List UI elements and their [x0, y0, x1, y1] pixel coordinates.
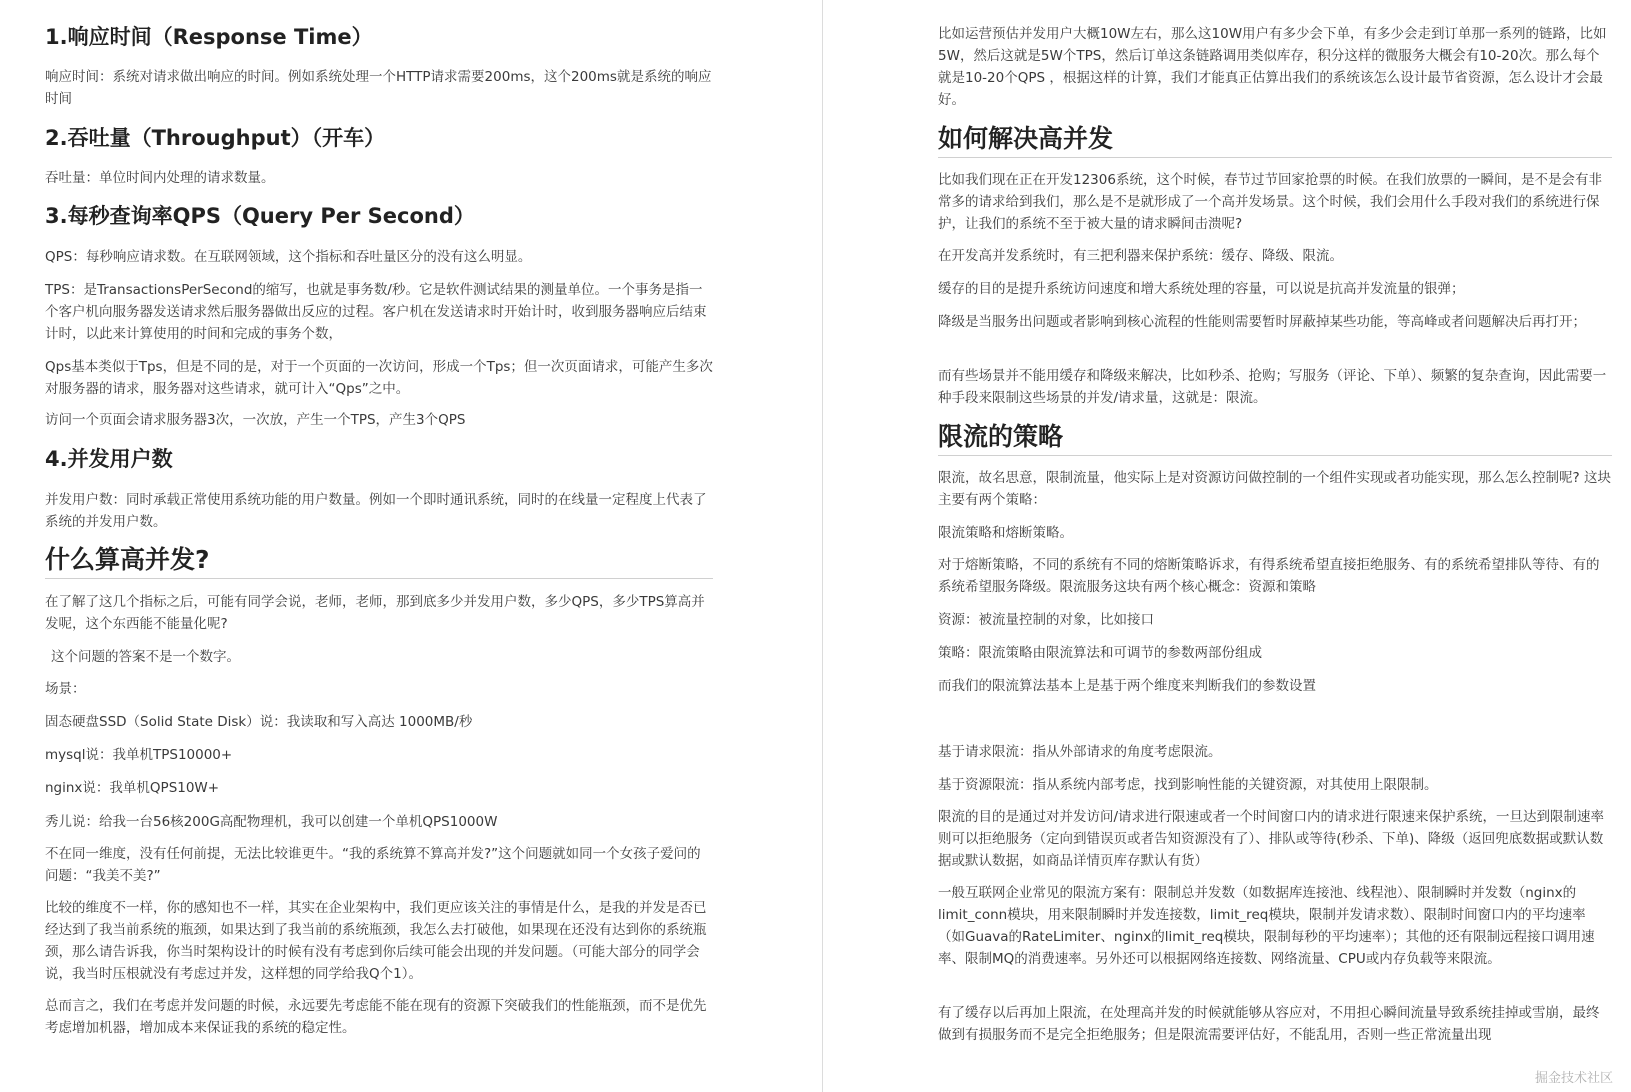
paragraph-request-limit: 基于请求限流：指从外部请求的角度考虑限流。: [938, 744, 1222, 760]
paragraph-scene: 场景：: [45, 681, 86, 697]
heading-limit-strategy: 限流的策略: [938, 422, 1064, 451]
heading-how-to-solve: 如何解决高并发: [938, 124, 1114, 153]
paragraph-response-time: 响应时间：系统对请求做出响应的时间。例如系统处理一个HTTP请求需要200ms，这个200ms就是系统的响应时间: [45, 69, 712, 107]
heading-underline: [45, 578, 713, 579]
paragraph-algorithm: 而我们的限流算法基本上是基于两个维度来判断我们的参数设置: [938, 678, 1316, 694]
paragraph-qps-vs-tps: Qps基本类似于Tps，但是不同的是，对于一个页面的一次访问，形成一个Tps；但一次页面请求，可能产生多次对服务器的请求，服务器对这些请求，就可计入“Qps”之中。: [45, 359, 713, 397]
paragraph-limit-definition: 限流，故名思意，限制流量，他实际上是对资源访问做控制的一个组件实现或者功能实现，那么怎么控制呢? 这块主要有两个策略：: [938, 470, 1611, 508]
paragraph-limit-scenes: 而有些场景并不能用缓存和降级来解决，比如秒杀、抢购；写服务（评论、下单）、频繁的复杂查询，因此需要一种手段来限制这些场景的并发/请求量，这就是：限流。: [938, 368, 1607, 406]
heading-throughput: 2.吞吐量（Throughput）（开车）: [45, 126, 386, 150]
paragraph-limit-purpose: 限流的目的是通过对并发访问/请求进行限速或者一个时间窗口内的请求进行限速来保护系统，一旦达到限制速率则可以拒绝服务（定向到错误页或者告知资源没有了）、排队或等待(秒杀、下单)、降级（返回兜底数据或默认数据或默认数据，如商品详情页库存默认有货）: [938, 809, 1605, 869]
paragraph-nginx: nginx说：我单机QPS10W+: [45, 780, 220, 796]
paragraph-resource-limit: 基于资源限流：指从系统内部考虑，找到影响性能的关键资源，对其使用上限限制。: [938, 777, 1438, 793]
heading-response-time: 1.响应时间（Response Time）: [45, 25, 373, 49]
heading-qps: 3.每秒查询率QPS（Query Per Second）: [45, 204, 475, 228]
paragraph-common-schemes: 一般互联网企业常见的限流方案有：限制总并发数（如数据库连接池、线程池）、限制瞬时并发数（nginx的limit_conn模块，用来限制瞬时并发连接数，limit_req模块，限制并发请求数）、限制时间窗口内的平均速率（如Guava的RateLimiter、nginx的limit_req模块，限制每秒的平均速率）；其他的还有限制远程接口调用速率、限制MQ的消费速率。另外还可以根据网络连接数、网络流量、CPU或内存负载等来限流。: [938, 885, 1595, 967]
paragraph-12306: 比如我们现在正在开发12306系统，这个时候，春节过节回家抢票的时候。在我们放票的一瞬间，是不是会有非常多的请求给到我们，那么是不是就形成了一个高并发场景。这个时候，我们会用什么手段对我们的系统进行保护，让我们的系统不至于被大量的请求瞬间击溃呢?: [938, 172, 1602, 232]
paragraph-page-visit: 访问一个页面会请求服务器3次，一次放，产生一个TPS，产生3个QPS: [45, 412, 466, 428]
paragraph-two-strategies: 限流策略和熔断策略。: [938, 525, 1073, 541]
paragraph-ssd: 固态硬盘SSD（Solid State Disk）说：我读取和写入高达 1000MB/秒: [45, 714, 473, 730]
paragraph-cache-plus-limit: 有了缓存以后再加上限流，在处理高并发的时候就能够从容应对，不用担心瞬间流量导致系统挂掉或雪崩，最终做到有损服务而不是完全拒绝服务；但是限流需要评估好，不能乱用，否则一些正常流量出现: [938, 1005, 1600, 1043]
paragraph-tps: TPS：是TransactionsPerSecond的缩写，也就是事务数/秒。它是软件测试结果的测量单位。一个事务是指一个客户机向服务器发送请求然后服务器做出反应的过程。客户机在发送请求时开始计时，收到服务器响应后结束计时，以此来计算使用的时间和完成的事务个数，: [45, 282, 707, 342]
heading-underline: [938, 455, 1612, 456]
heading-concurrent-users: 4.并发用户数: [45, 447, 173, 471]
paragraph-xiuer: 秀儿说：给我一台56核200G高配物理机，我可以创建一个单机QPS1000W: [45, 814, 498, 830]
paragraph-degrade: 降级是当服务出问题或者影响到核心流程的性能则需要暂时屏蔽掉某些功能，等高峰或者问题解决后再打开；: [938, 314, 1586, 330]
right-page: [824, 0, 1631, 1092]
paragraph-dimension: 不在同一维度，没有任何前提，无法比较谁更牛。“我的系统算不算高并发?”这个问题就如同一个女孩子爱问的问题：“我美不美?”: [45, 846, 701, 884]
paragraph-compare: 比较的维度不一样，你的感知也不一样，其实在企业架构中，我们更应该关注的事情是什么，是我的并发是否已经达到了我当前系统的瓶颈，如果达到了我当前的系统瓶颈，我怎么去打破他，如果现在还没有达到你的系统瓶颈，那么请告诉我，你当时架构设计的时候有没有考虑到你后续可能会出现的并发问题。（可能大部分的同学会说，我当时压根就没有考虑过并发，这样想的同学给我Q个1）。: [45, 900, 707, 982]
page-divider: [822, 0, 823, 1092]
heading-underline: [938, 157, 1612, 158]
paragraph-resource: 资源：被流量控制的对象，比如接口: [938, 612, 1154, 628]
paragraph-answer: 这个问题的答案不是一个数字。: [51, 649, 240, 665]
paragraph-three-tools: 在开发高并发系统时，有三把利器来保护系统：缓存、降级、限流。: [938, 248, 1343, 264]
paragraph-qps: QPS：每秒响应请求数。在互联网领域，这个指标和吞吐量区分的没有这么明显。: [45, 249, 532, 265]
paragraph-summary: 总而言之，我们在考虑并发问题的时候，永远要先考虑能不能在现有的资源下突破我们的性能瓶颈，而不是优先考虑增加机器，增加成本来保证我的系统的稳定性。: [45, 998, 707, 1036]
paragraph-policy: 策略：限流策略由限流算法和可调节的参数两部份组成: [938, 645, 1262, 661]
watermark: 掘金技术社区: [1534, 1071, 1613, 1086]
paragraph-intro: 在了解了这几个指标之后，可能有同学会说，老师，老师，那到底多少并发用户数，多少QPS，多少TPS算高并发呢，这个东西能不能量化呢?: [45, 594, 705, 632]
paragraph-throughput: 吞吐量：单位时间内处理的请求数量。: [45, 170, 275, 186]
paragraph-mysql: mysql说：我单机TPS10000+: [45, 747, 233, 763]
paragraph-fuse: 对于熔断策略，不同的系统有不同的熔断策略诉求，有得系统希望直接拒绝服务、有的系统希望排队等待、有的系统希望服务降级。限流服务这块有两个核心概念：资源和策略: [938, 557, 1600, 595]
paragraph-cache: 缓存的目的是提升系统访问速度和增大系统处理的容量，可以说是抗高并发流量的银弹；: [938, 281, 1465, 297]
paragraph-operations-estimate: 比如运营预估并发用户大概10W左右，那么这10W用户有多少会下单，有多少会走到订单那一系列的链路，比如5W，然后这就是5W个TPS，然后订单这条链路调用类似库存，积分这样的微服务大概会有10-20次。那么每个就是10-20个QPS ，根据这样的计算，我们才能真正估算出我们的系统该怎么设计最节省资源，怎么设计才会最好。: [938, 26, 1607, 108]
heading-what-is-high-concurrency: 什么算高并发?: [45, 545, 210, 574]
paragraph-concurrent-users: 并发用户数：同时承载正常使用系统功能的用户数量。例如一个即时通讯系统，同时的在线量一定程度上代表了系统的并发用户数。: [45, 492, 707, 530]
